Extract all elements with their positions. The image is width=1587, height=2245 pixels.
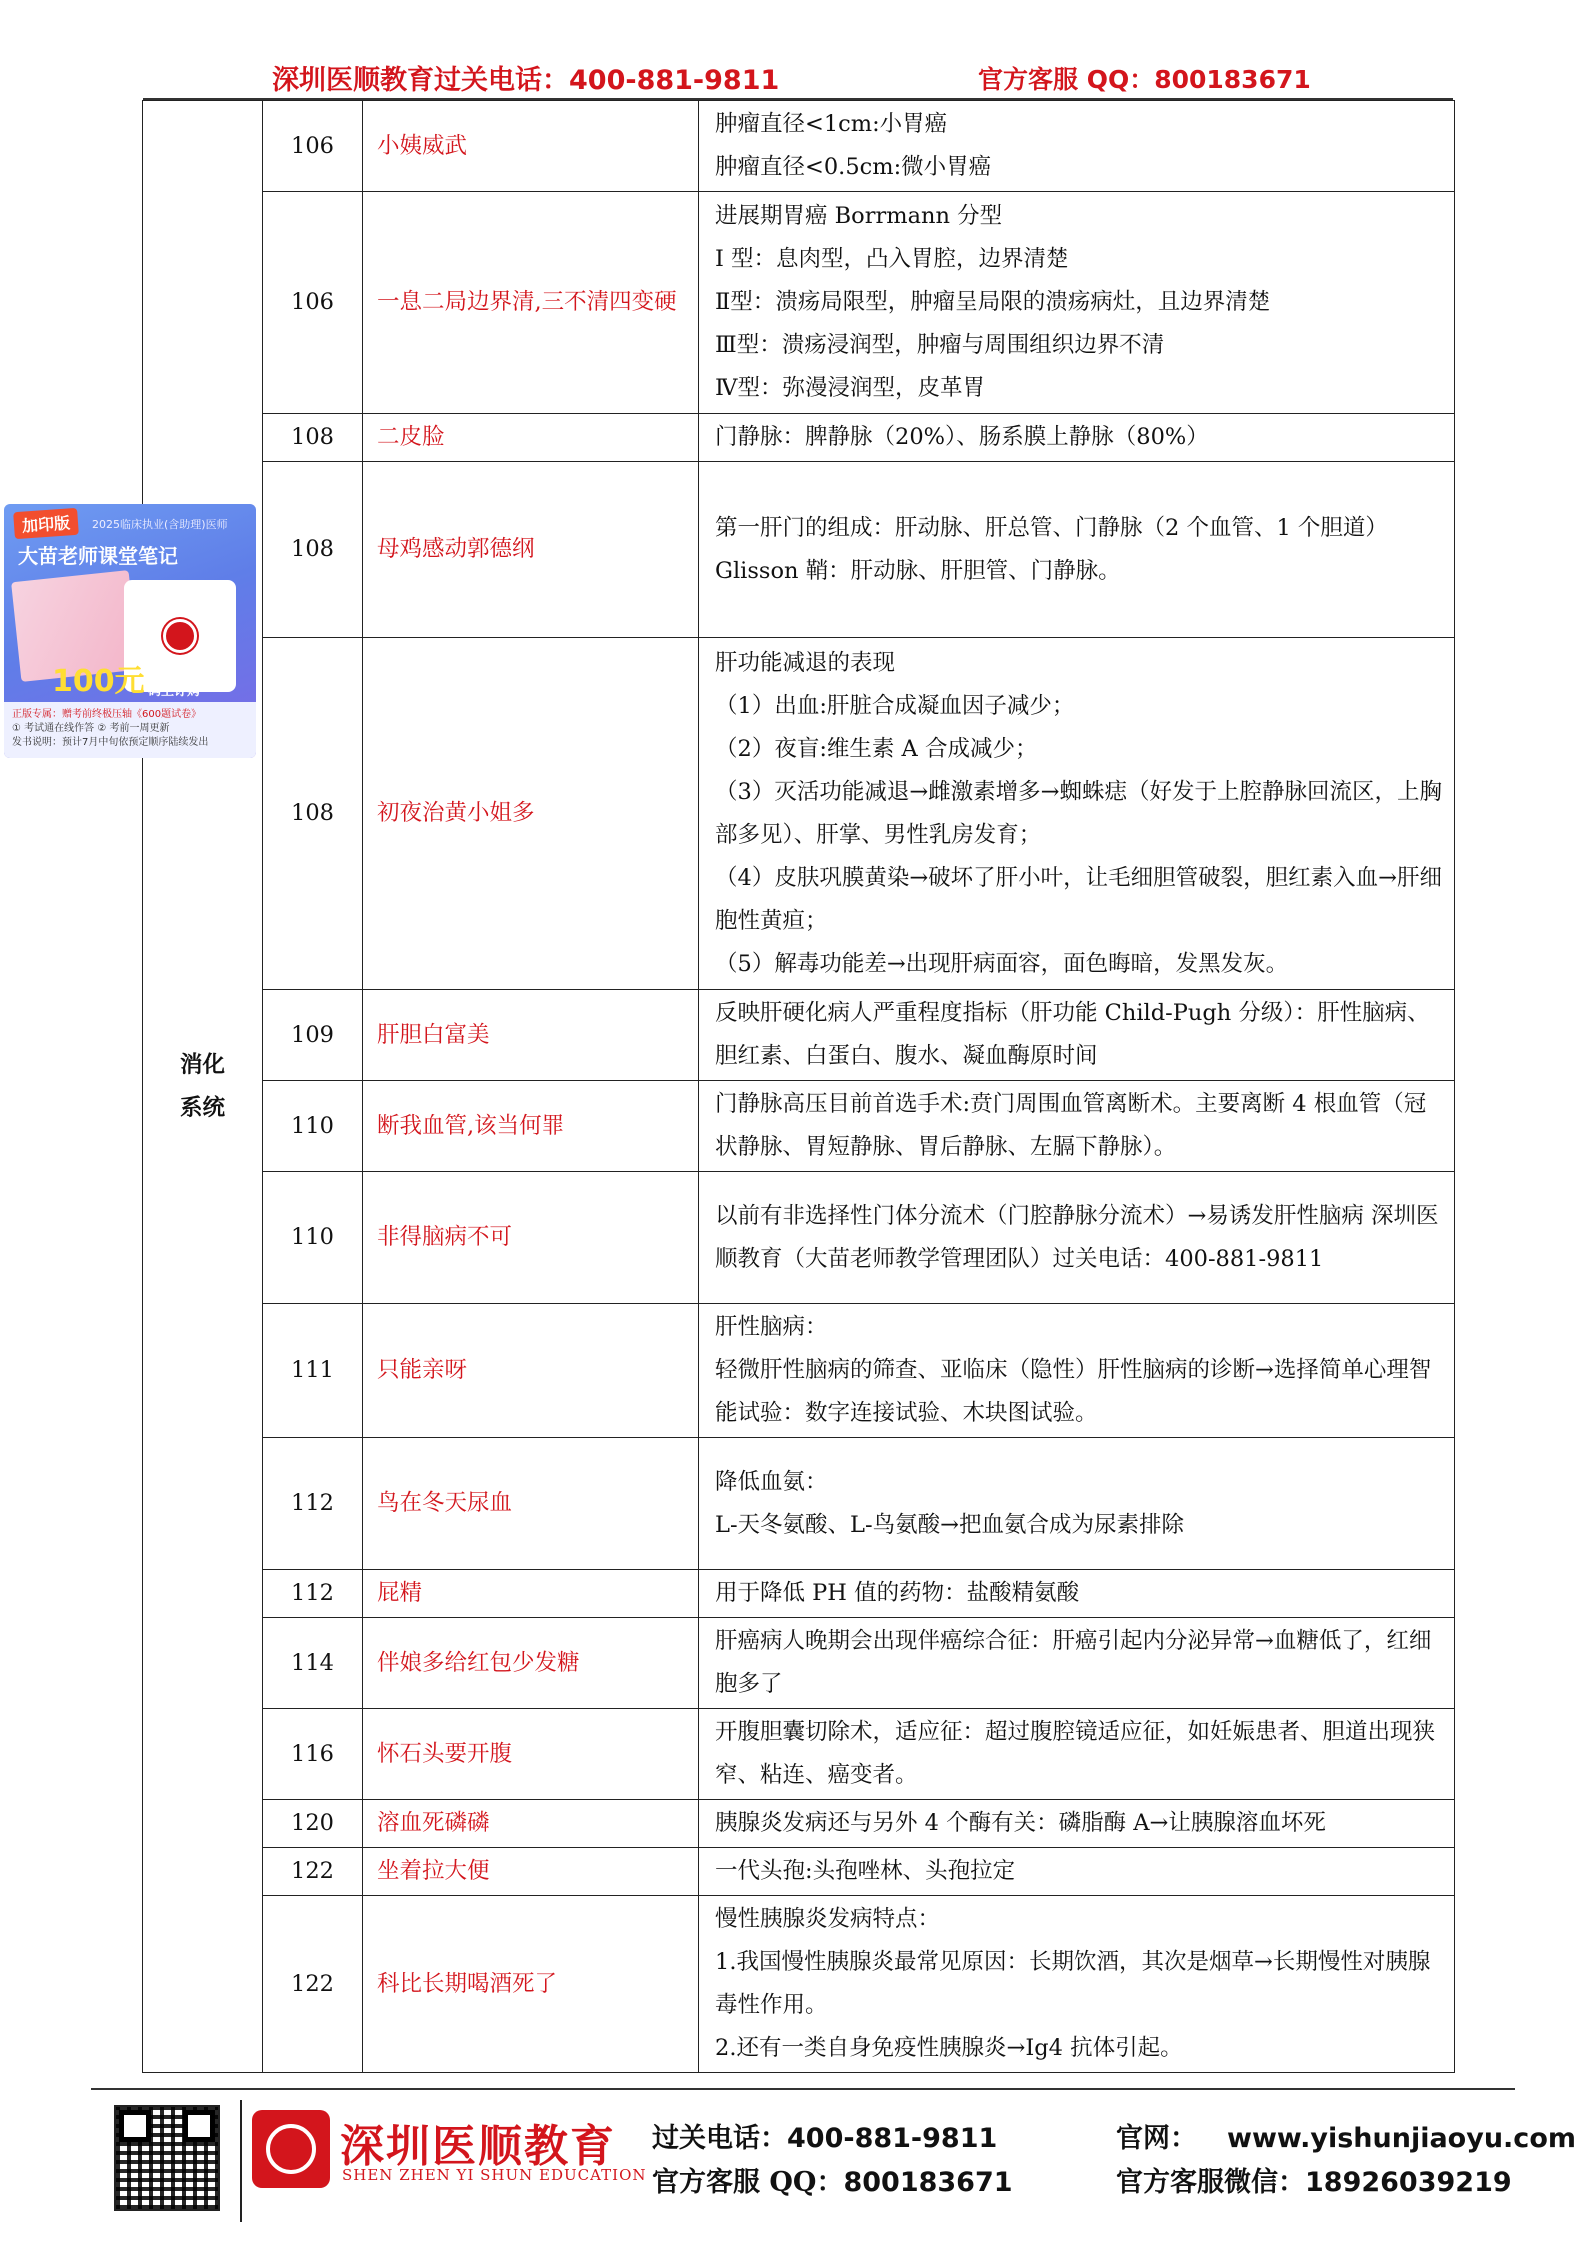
promo-year: 2025临床执业(含助理)医师: [92, 518, 228, 531]
promo-ad[interactable]: [4, 504, 256, 758]
page-number-cell: 110: [263, 1081, 363, 1172]
description-cell: [699, 1709, 1455, 1800]
description-cell: [699, 1081, 1455, 1172]
description-cell: [699, 1438, 1455, 1570]
page-number-cell: 114: [263, 1618, 363, 1709]
footer-logo-en: SHEN ZHEN YI SHUN EDUCATION: [342, 2166, 647, 2184]
mnemonic-cell: 只能亲呀: [363, 1304, 699, 1438]
footer-site[interactable]: [1116, 2116, 1576, 2155]
description-line: 以前有非选择性门体分流术（门腔静脉分流术）→易诱发肝性脑病 深圳医顺教育（大苗老师教学管理团队）过关电话：400-881-9811: [715, 1202, 1439, 1272]
logo-icon: [252, 2110, 330, 2188]
description-line: 第一肝门的组成：肝动脉、肝总管、门静脉（2 个血管、1 个胆道）: [715, 514, 1388, 541]
description-line: 2.还有一类自身免疫性胰腺炎→Ig4 抗体引起。: [715, 2035, 1183, 2061]
page-number-cell: 120: [263, 1800, 363, 1848]
description-line: 肝性脑病：: [715, 1314, 828, 1340]
mnemonic-cell: 屁精: [363, 1570, 699, 1618]
description-line: 肿瘤直径<0.5cm:微小胃癌: [715, 154, 992, 180]
footer-qq-value: 800183671: [843, 2167, 1013, 2198]
promo-order: 码上订购: [148, 684, 201, 699]
description-line: 降低血氨：: [715, 1468, 828, 1495]
footer-wechat-value: 18926039219: [1305, 2167, 1512, 2198]
description-cell: [699, 1896, 1455, 2073]
footer-qq: [652, 2160, 1013, 2199]
footer-site-label: 官网：: [1116, 2123, 1197, 2154]
mnemonic-cell: 二皮脸: [363, 414, 699, 462]
footer-wechat: [1116, 2160, 1512, 2199]
mnemonic-cell: 初夜治黄小姐多: [363, 638, 699, 990]
description-cell: [699, 462, 1455, 638]
mnemonic-cell: 科比长期喝酒死了: [363, 1896, 699, 2073]
description-line: （3）灭活功能减退→雌激素增多→蜘蛛痣（好发于上腔静脉回流区，上胸部多见）、肝掌、男性乳房发育；: [715, 778, 1443, 848]
mnemonic-cell: 伴娘多给红包少发糖: [363, 1618, 699, 1709]
table-row: [143, 1438, 1455, 1570]
description-line: 肿瘤直径<1cm:小胃癌: [715, 111, 948, 137]
description-line: （4）皮肤巩膜黄染→破坏了肝小叶，让毛细胆管破裂，胆红素入血→肝细胞性黄疸；: [715, 864, 1443, 934]
description-line: Glisson 鞘：肝动脉、肝胆管、门静脉。: [715, 557, 1121, 584]
footer-qq-label: 官方客服 QQ：: [652, 2167, 844, 2198]
description-cell: [699, 638, 1455, 990]
qr-logo-icon: [163, 619, 197, 653]
mnemonic-cell: 鸟在冬天尿血: [363, 1438, 699, 1570]
footer-rule: [91, 2088, 1515, 2090]
footer-phone-value: 400-881-9811: [787, 2123, 998, 2154]
description-line: Ⅳ型：弥漫浸润型，皮革胃: [715, 375, 985, 401]
description-cell: [699, 1304, 1455, 1438]
description-cell: [699, 192, 1455, 414]
table-row: [143, 1570, 1455, 1618]
category-cell: 消化 系统: [143, 101, 263, 2073]
description-line: 轻微肝性脑病的筛查、亚临床（隐性）肝性脑病的诊断→选择简单心理智能试验：数字连接试验、木块图试验。: [715, 1357, 1432, 1426]
table-row: [143, 1800, 1455, 1848]
description-line: （2）夜盲:维生素 A 合成减少；: [715, 735, 1038, 762]
description-cell: [699, 414, 1455, 462]
mnemonic-table: [142, 100, 1455, 2073]
description-cell: [699, 1848, 1455, 1896]
description-cell: [699, 990, 1455, 1081]
page-number-cell: 108: [263, 638, 363, 990]
promo-notes: [4, 702, 256, 758]
description-line: I 型：息肉型，凸入胃腔，边界清楚: [715, 246, 1069, 272]
table-row: [143, 1848, 1455, 1896]
promo-price: 100元: [52, 664, 145, 699]
mnemonic-cell: 怀石头要开腹: [363, 1709, 699, 1800]
description-line: 1.我国慢性胰腺炎最常见原因：长期饮酒，其次是烟草→长期慢性对胰腺毒性作用。: [715, 1949, 1431, 2018]
page-number-cell: 111: [263, 1304, 363, 1438]
description-line: （5）解毒功能差→出现肝病面容，面色晦暗，发黑发灰。: [715, 950, 1289, 977]
description-line: 肝癌病人晚期会出现伴癌综合征：肝癌引起内分泌异常→血糖低了，红细胞多了: [715, 1628, 1432, 1697]
promo-line-3: 发书说明：预计7月中旬依预定顺序陆续发出: [12, 737, 209, 748]
page-number-cell: 112: [263, 1570, 363, 1618]
page-number-cell: 106: [263, 101, 363, 192]
description-line: 进展期胃癌 Borrmann 分型: [715, 203, 1003, 229]
description-line: 开腹胆囊切除术，适应征：超过腹腔镜适应征，如妊娠患者、胆道出现狭窄、粘连、癌变者。: [715, 1719, 1436, 1788]
footer-site-value[interactable]: www.yishunjiaoyu.com: [1227, 2123, 1576, 2154]
table-row: [143, 1081, 1455, 1172]
description-line: 用于降低 PH 值的药物：盐酸精氨酸: [715, 1580, 1080, 1606]
table-row: [143, 1709, 1455, 1800]
mnemonic-cell: 母鸡感动郭德纲: [363, 462, 699, 638]
mnemonic-cell: 溶血死磷磷: [363, 1800, 699, 1848]
table-row: [143, 462, 1455, 638]
table-row: [143, 1304, 1455, 1438]
description-cell: [699, 1172, 1455, 1304]
description-cell: [699, 1570, 1455, 1618]
mnemonic-cell: 坐着拉大便: [363, 1848, 699, 1896]
description-line: Ⅱ型：溃疡局限型，肿瘤呈局限的溃疡病灶，且边界清楚: [715, 289, 1271, 315]
table-row: [143, 1896, 1455, 2073]
logo-flower-icon: [266, 2124, 316, 2174]
table-row: [143, 990, 1455, 1081]
footer-divider: [240, 2100, 242, 2222]
page-header: [0, 58, 1587, 102]
mnemonic-cell: 一息二局边界清,三不清四变硬: [363, 192, 699, 414]
page-number-cell: 109: [263, 990, 363, 1081]
page-number-cell: 116: [263, 1709, 363, 1800]
header-phone: 深圳医顺教育过关电话：400-881-9811: [272, 65, 780, 96]
mnemonic-cell: 肝胆白富美: [363, 990, 699, 1081]
table-row: [143, 638, 1455, 990]
description-line: （1）出血:肝脏合成凝血因子减少；: [715, 692, 1075, 719]
description-line: Ⅲ型：溃疡浸润型，肿瘤与周围组织边界不清: [715, 332, 1165, 358]
description-cell: [699, 101, 1455, 192]
footer-phone-label: 过关电话：: [652, 2123, 787, 2154]
description-line: 门静脉高压目前首选手术:贲门周围血管离断术。主要离断 4 根血管（冠状静脉、胃短静脉、胃后静脉、左膈下静脉）。: [715, 1091, 1427, 1160]
description-cell: [699, 1800, 1455, 1848]
description-line: 慢性胰腺炎发病特点：: [715, 1906, 941, 1932]
page-number-cell: 122: [263, 1896, 363, 2073]
mnemonic-cell: 非得脑病不可: [363, 1172, 699, 1304]
description-line: 肝功能减退的表现: [715, 649, 896, 676]
description-line: 门静脉：脾静脉（20%）、肠系膜上静脉（80%）: [715, 424, 1209, 450]
page-number-cell: 108: [263, 414, 363, 462]
footer-qr-code[interactable]: [114, 2105, 220, 2211]
table-row: [143, 1172, 1455, 1304]
description-cell: [699, 1618, 1455, 1709]
promo-line-1: 正版专属：赠考前终极压轴《600题试卷》: [12, 709, 202, 720]
description-line: L-天冬氨酸、L-鸟氨酸→把血氨合成为尿素排除: [715, 1511, 1184, 1538]
description-line: 一代头孢:头孢唑林、头孢拉定: [715, 1858, 1016, 1884]
promo-title: 大苗老师课堂笔记: [18, 544, 178, 568]
table-row: [143, 192, 1455, 414]
footer-phone: [652, 2116, 997, 2155]
page-number-cell: 106: [263, 192, 363, 414]
table-row: [143, 1618, 1455, 1709]
description-line: 胰腺炎发病还与另外 4 个酶有关：磷脂酶 A→让胰腺溶血坏死: [715, 1810, 1326, 1836]
promo-line-2: ① 考试通在线作答 ② 考前一周更新: [12, 723, 170, 734]
page-number-cell: 122: [263, 1848, 363, 1896]
header-qq: 官方客服 QQ：800183671: [978, 65, 1311, 94]
page-number-cell: 110: [263, 1172, 363, 1304]
mnemonic-cell: 小姨威武: [363, 101, 699, 192]
footer-logo-cn: 深圳医顺教育: [340, 2121, 616, 2172]
table-row: [143, 414, 1455, 462]
mnemonic-cell: 断我血管,该当何罪: [363, 1081, 699, 1172]
page-number-cell: 108: [263, 462, 363, 638]
promo-badge: 加印版: [13, 508, 79, 539]
page-number-cell: 112: [263, 1438, 363, 1570]
description-line: 反映肝硬化病人严重程度指标（肝功能 Child-Pugh 分级）：肝性脑病、胆红素、白蛋白、腹水、凝血酶原时间: [715, 1000, 1430, 1069]
table-row: [143, 101, 1455, 192]
footer-wechat-label: 官方客服微信：: [1116, 2167, 1305, 2198]
